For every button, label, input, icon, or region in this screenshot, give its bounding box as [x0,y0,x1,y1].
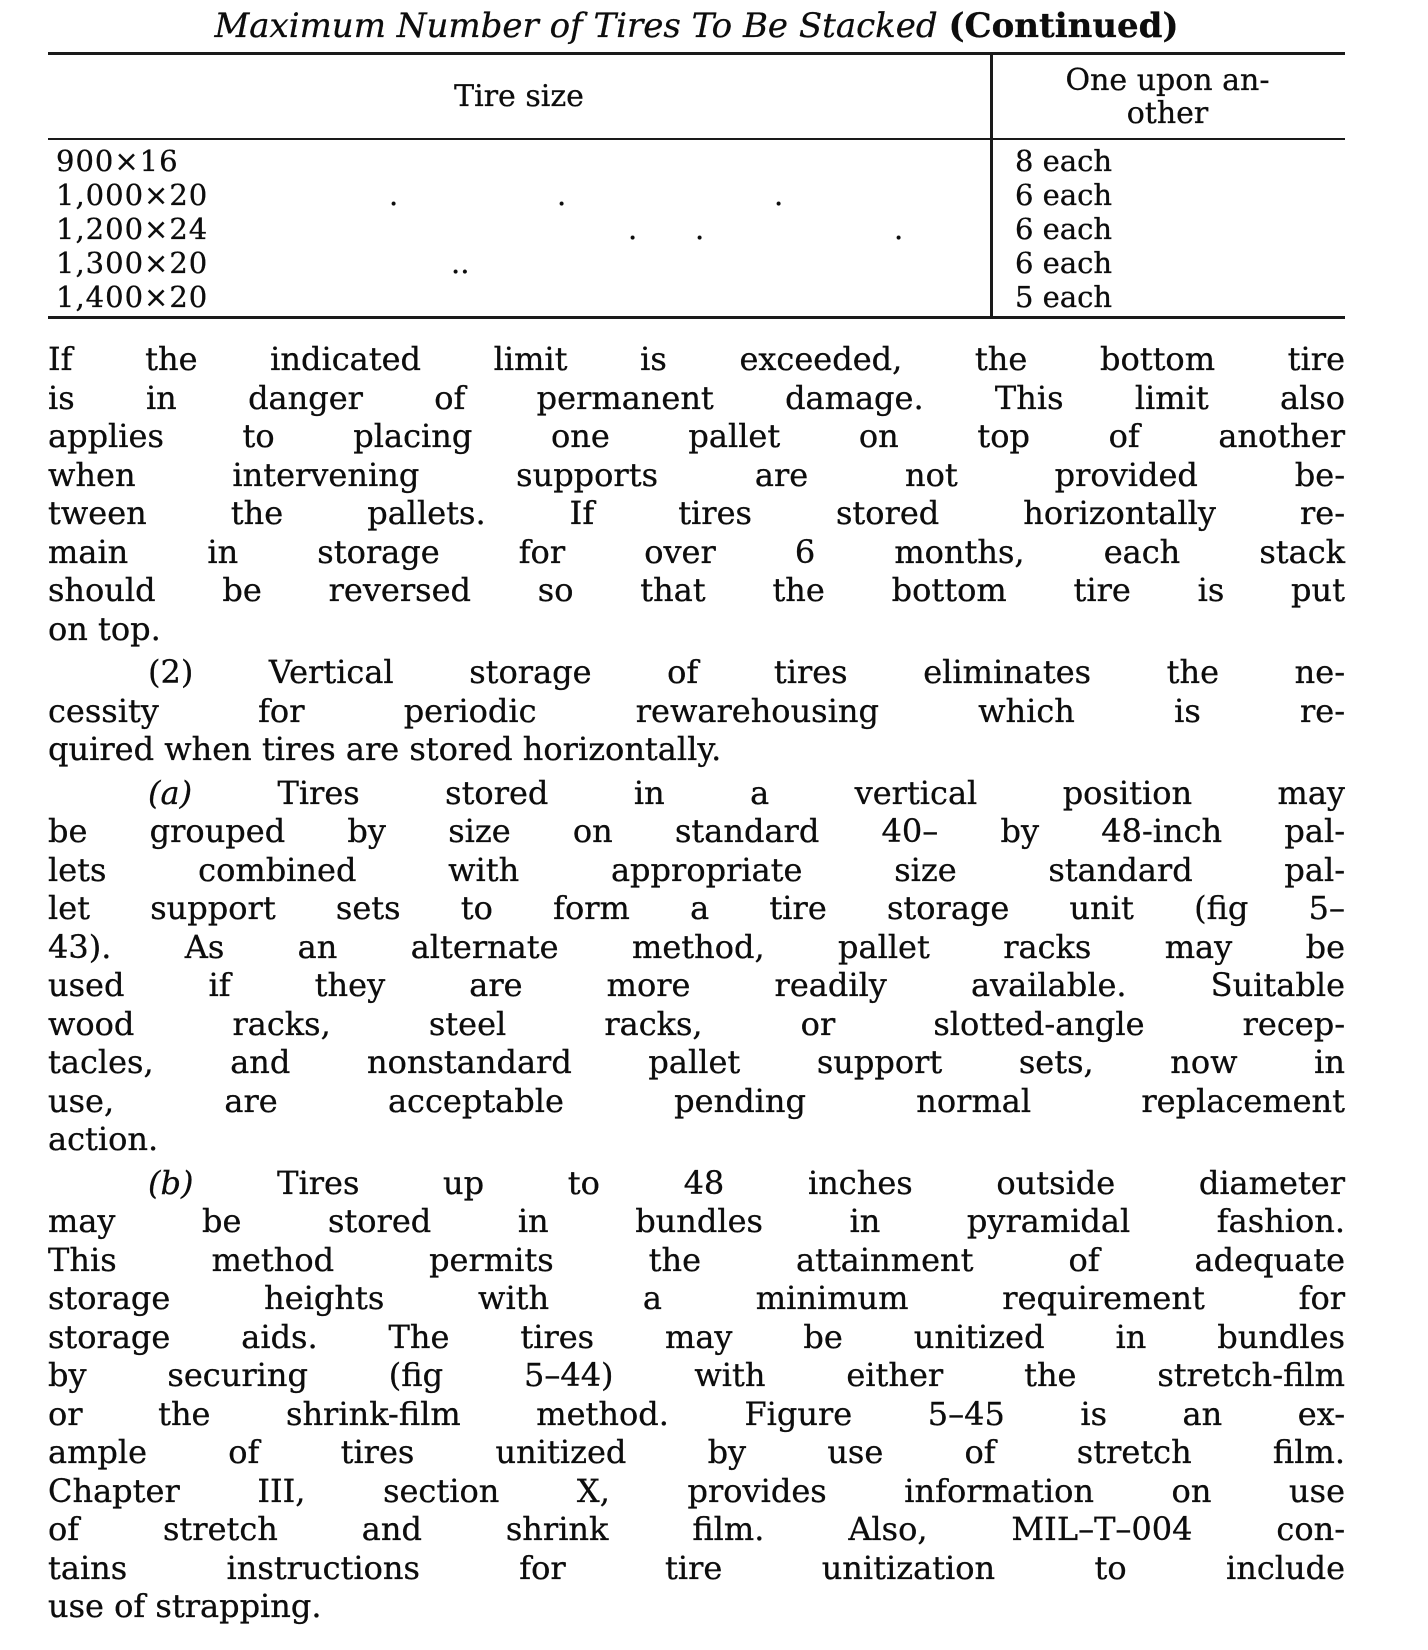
body-text-line: when intervening supports are not provided be- [48,455,1345,494]
table-row [48,144,1345,178]
body-text-line [48,653,1345,692]
body-text-segment: Tires up to 48 inches outside diameter [277,1163,1346,1202]
table-body [48,140,1345,316]
column-header-one-upon-another [990,64,1345,130]
column-header-line: other [1126,95,1209,131]
body-text-segment: Vertical storage of tires eliminates the ne- [268,653,1346,691]
page-content [48,0,1345,1626]
body-text-line: let support sets to form a tire storage unit (fig 5– [48,889,1345,927]
body-text-line: wood racks, steel racks, or slotted-angle recep- [48,1004,1345,1043]
quantity-cell: 5 each [1015,280,1113,314]
tire-size-cell: 1,000×20 [56,178,209,212]
table-column-divider [990,52,993,319]
tire-size-cell: 1,400×20 [56,280,209,314]
body-text-line: action. [48,1120,159,1158]
body-text-line: used if they are more readily available. Suitable [48,966,1345,1004]
body-text-line [48,774,1345,813]
tire-size-cell: 1,200×24 [56,212,209,246]
body-text [48,340,1345,1626]
body-text-line: Chapter III, section X, provides information on use [48,1471,1345,1510]
body-text-line: use, are acceptable pending normal replacement [48,1081,1345,1120]
tire-size-cell: 900×16 [56,144,179,178]
paragraph-label: (b) [148,1163,194,1202]
column-header-tire-size: Tire size [454,79,584,114]
body-text-line: of stretch and shrink film. Also, MIL–T–004 con- [48,1510,1345,1548]
scan-artifact-dot: .. [451,246,470,280]
body-text-line: should be reversed so that the bottom tire is put [48,571,1345,609]
scan-artifact-dot: . [894,212,904,246]
body-text-line: 43). As an alternate method, pallet racks may be [48,927,1345,966]
paragraph [48,774,1345,1159]
table-row [48,280,1345,314]
table-row [48,246,1345,280]
body-text-line: main in storage for over 6 months, each stack [48,532,1345,571]
tire-size-cell: 1,300×20 [56,246,209,280]
body-text-line: use of strapping. [48,1587,322,1625]
body-text-line: If the indicated limit is exceeded, the bottom tire [48,340,1345,378]
body-text-line: may be stored in bundles in pyramidal fashion. [48,1202,1345,1240]
page-title [48,0,1345,52]
body-text-line: tains instructions for tire unitization to include [48,1548,1345,1587]
body-text-line: be grouped by size on standard 40– by 48-inch pal- [48,812,1345,850]
quantity-cell: 6 each [1015,178,1113,212]
body-text-line: This method permits the attainment of adequate [48,1240,1345,1279]
table-row [48,212,1345,246]
scan-artifact-dot: . [557,178,567,212]
paragraph [48,1164,1345,1626]
body-text-line: tween the pallets. If tires stored horizontally re- [48,494,1345,532]
body-text-line: or the shrink-film method. Figure 5–45 is an ex- [48,1394,1345,1433]
title-italic-text: Maximum Number of Tires To Be Stacked [214,6,938,46]
body-text-line: tacles, and nonstandard pallet support sets, now in [48,1043,1345,1081]
table-header-row [48,55,1345,138]
scan-artifact-dot: . [628,212,638,246]
table-row [48,178,1345,212]
title-continued-text: (Continued) [948,6,1179,46]
paragraph [48,653,1345,769]
body-text-line: ample of tires unitized by use of stretch film. [48,1433,1345,1471]
body-text-line: applies to placing one pallet on top of another [48,417,1345,455]
body-text-line [48,1164,1345,1203]
paragraph-label: (a) [148,773,193,812]
scan-artifact-dot: . [774,178,784,212]
body-text-line: is in danger of permanent damage. This limit also [48,378,1345,417]
table-bottom-rule [48,316,1345,319]
tire-stack-table [48,52,1345,319]
quantity-cell: 8 each [1015,144,1113,178]
column-header-line: One upon an- [1065,62,1270,98]
body-text-line: on top. [48,609,161,648]
paragraph [48,340,1345,648]
body-text-line: quired when tires are stored horizontally. [48,730,722,768]
body-text-line: storage aids. The tires may be unitized in bundles [48,1317,1345,1356]
quantity-cell: 6 each [1015,246,1113,280]
scan-artifact-dot: . [389,178,399,212]
scan-artifact-dot: . [695,212,705,246]
quantity-cell: 6 each [1015,212,1113,246]
body-text-segment: Tires stored in a vertical position may [277,773,1346,812]
body-text-line: storage heights with a minimum requirement for [48,1279,1345,1317]
body-text-line: lets combined with appropriate size standard pal- [48,850,1345,889]
body-text-line: cessity for periodic rewarehousing which is re- [48,691,1345,730]
body-text-line: by securing (fig 5–44) with either the stretch-film [48,1356,1345,1394]
paragraph-label: (2) [148,653,194,691]
